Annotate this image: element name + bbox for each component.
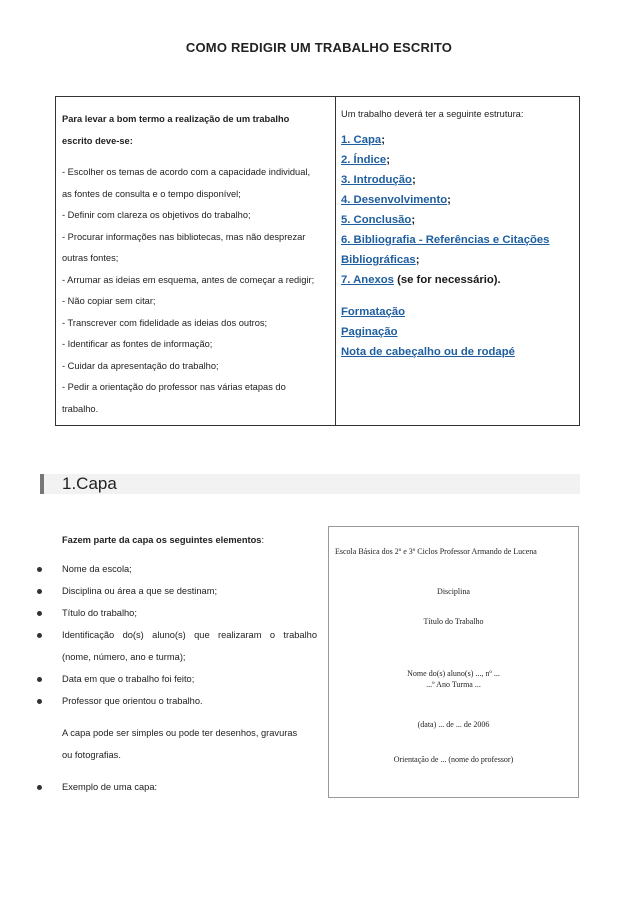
- list-item: [37, 776, 317, 798]
- link-indice[interactable]: 2. Índice: [341, 154, 387, 166]
- list-item: [37, 580, 317, 602]
- link-capa[interactable]: 1. Capa: [341, 134, 382, 146]
- cover-orientacao: Orientação de ... (nome do professor): [393, 755, 514, 764]
- bullet-icon: [37, 589, 42, 594]
- guideline-line: - Pedir a orientação do professor nas várias etapas do: [62, 382, 286, 392]
- structure-suffix: ;: [381, 134, 385, 146]
- structure-item: [341, 170, 574, 190]
- guideline-line: as fontes de consulta e o tempo disponível;: [62, 188, 241, 199]
- guideline-line: trabalho.: [62, 403, 99, 414]
- structure-item: [341, 150, 574, 170]
- list-item-text: Data em que o trabalho foi feito;: [62, 674, 195, 684]
- link-introducao[interactable]: 3. Introdução: [341, 174, 412, 186]
- link-bibliograficas[interactable]: Bibliográficas: [341, 254, 416, 266]
- structure-suffix: ;: [411, 174, 416, 186]
- paragraph-line: A capa pode ser simples ou pode ter desenhos, gravuras: [62, 728, 298, 738]
- structure-suffix: ;: [411, 214, 416, 226]
- list-item: [37, 690, 317, 712]
- list-item: [37, 558, 317, 580]
- link-conclusao[interactable]: 5. Conclusão: [341, 214, 412, 226]
- link-anexos[interactable]: 7. Anexos: [341, 274, 394, 286]
- structure-suffix: (se for necessário).: [393, 274, 501, 286]
- link-formatacao[interactable]: Formatação: [341, 306, 406, 318]
- structure-item: [341, 230, 574, 250]
- section-heading-capa: 1.Capa: [40, 474, 580, 494]
- link-paginacao[interactable]: Paginação: [341, 326, 398, 338]
- list-item-text: Nome da escola;: [62, 564, 132, 574]
- structure-item: [341, 130, 574, 150]
- link-bibliografia[interactable]: 6. Bibliografia - Referências e Citações: [341, 234, 550, 246]
- guidelines-lead-line: Para levar a bom termo a realização de um trabalho: [62, 114, 290, 124]
- structure-item: [341, 210, 574, 230]
- capa-paragraph: [37, 722, 317, 766]
- list-item-continuation: [37, 646, 317, 668]
- guideline-line: - Cuidar da apresentação do trabalho;: [62, 360, 219, 371]
- cover-ano: ...º Ano Turma ...: [426, 680, 481, 689]
- list-item: [37, 668, 317, 690]
- bullet-icon: [37, 633, 42, 638]
- list-item-text: Identificação do(s) aluno(s) que realizaram o trabalho: [62, 630, 317, 640]
- structure-suffix: ;: [386, 154, 390, 166]
- structure-item: [341, 190, 574, 210]
- capa-lead-colon: :: [261, 535, 265, 545]
- cover-disciplina: Disciplina: [437, 587, 470, 596]
- guideline-line: - Arrumar as ideias em esquema, antes de começar a redigir;: [62, 274, 315, 285]
- bullet-icon: [37, 567, 42, 572]
- intro-table: [55, 96, 580, 426]
- guidelines-column: [56, 97, 336, 425]
- list-item-text: Disciplina ou área a que se destinam;: [62, 586, 218, 596]
- guideline-line: - Escolher os temas de acordo com a capacidade individual,: [62, 167, 311, 177]
- capa-elements-list: [37, 558, 317, 798]
- guideline-line: - Procurar informações nas bibliotecas, mas não desprezar: [62, 231, 306, 242]
- guideline-line: - Não copiar sem citar;: [62, 296, 156, 306]
- structure-suffix: ;: [447, 194, 451, 206]
- cover-example-image: [328, 526, 579, 798]
- link-nota-cabecalho-rodape[interactable]: Nota de cabeçalho ou de rodapé: [341, 346, 515, 358]
- spacer: [341, 290, 574, 302]
- cover-titulo: Título do Trabalho: [423, 617, 484, 626]
- guideline-line: - Transcrever com fidelidade as ideias dos outros;: [62, 317, 268, 328]
- capa-lead-bold: Fazem parte da capa os seguintes elementos: [62, 535, 262, 545]
- list-item-text: Professor que orientou o trabalho.: [62, 696, 203, 706]
- capa-lead: [62, 535, 264, 545]
- structure-item: [341, 270, 574, 290]
- page-title: COMO REDIGIR UM TRABALHO ESCRITO: [185, 40, 453, 55]
- structure-suffix: ;: [415, 254, 420, 266]
- cover-nome: Nome do(s) aluno(s) ..., nº ...: [407, 669, 500, 678]
- link-desenvolvimento[interactable]: 4. Desenvolvimento: [341, 194, 448, 206]
- bullet-icon: [37, 677, 42, 682]
- bullet-icon: [37, 699, 42, 704]
- list-item: [37, 624, 317, 646]
- guideline-line: outras fontes;: [62, 253, 119, 263]
- list-item-text: Exemplo de uma capa:: [62, 782, 158, 792]
- structure-column: [336, 97, 579, 425]
- structure-intro: Um trabalho deverá ter a seguinte estrutura:: [341, 109, 524, 119]
- list-item: [37, 602, 317, 624]
- structure-item: [341, 250, 574, 270]
- bullet-icon: [37, 611, 42, 616]
- list-item-text: Título do trabalho;: [62, 608, 137, 618]
- cover-data: (data) ... de ... de 2006: [417, 720, 490, 729]
- guidelines-lead-line: escrito deve-se:: [62, 135, 133, 146]
- cover-school: Escola Básica dos 2º e 3º Ciclos Professor Armando de Lucena: [335, 547, 537, 556]
- guideline-line: - Identificar as fontes de informação;: [62, 339, 213, 349]
- guideline-line: - Definir com clareza os objetivos do trabalho;: [62, 210, 251, 220]
- bullet-icon: [37, 785, 42, 790]
- guidelines-lead: [62, 109, 329, 152]
- list-item-text: (nome, número, ano e turma);: [62, 652, 186, 662]
- paragraph-line: ou fotografias.: [62, 750, 121, 760]
